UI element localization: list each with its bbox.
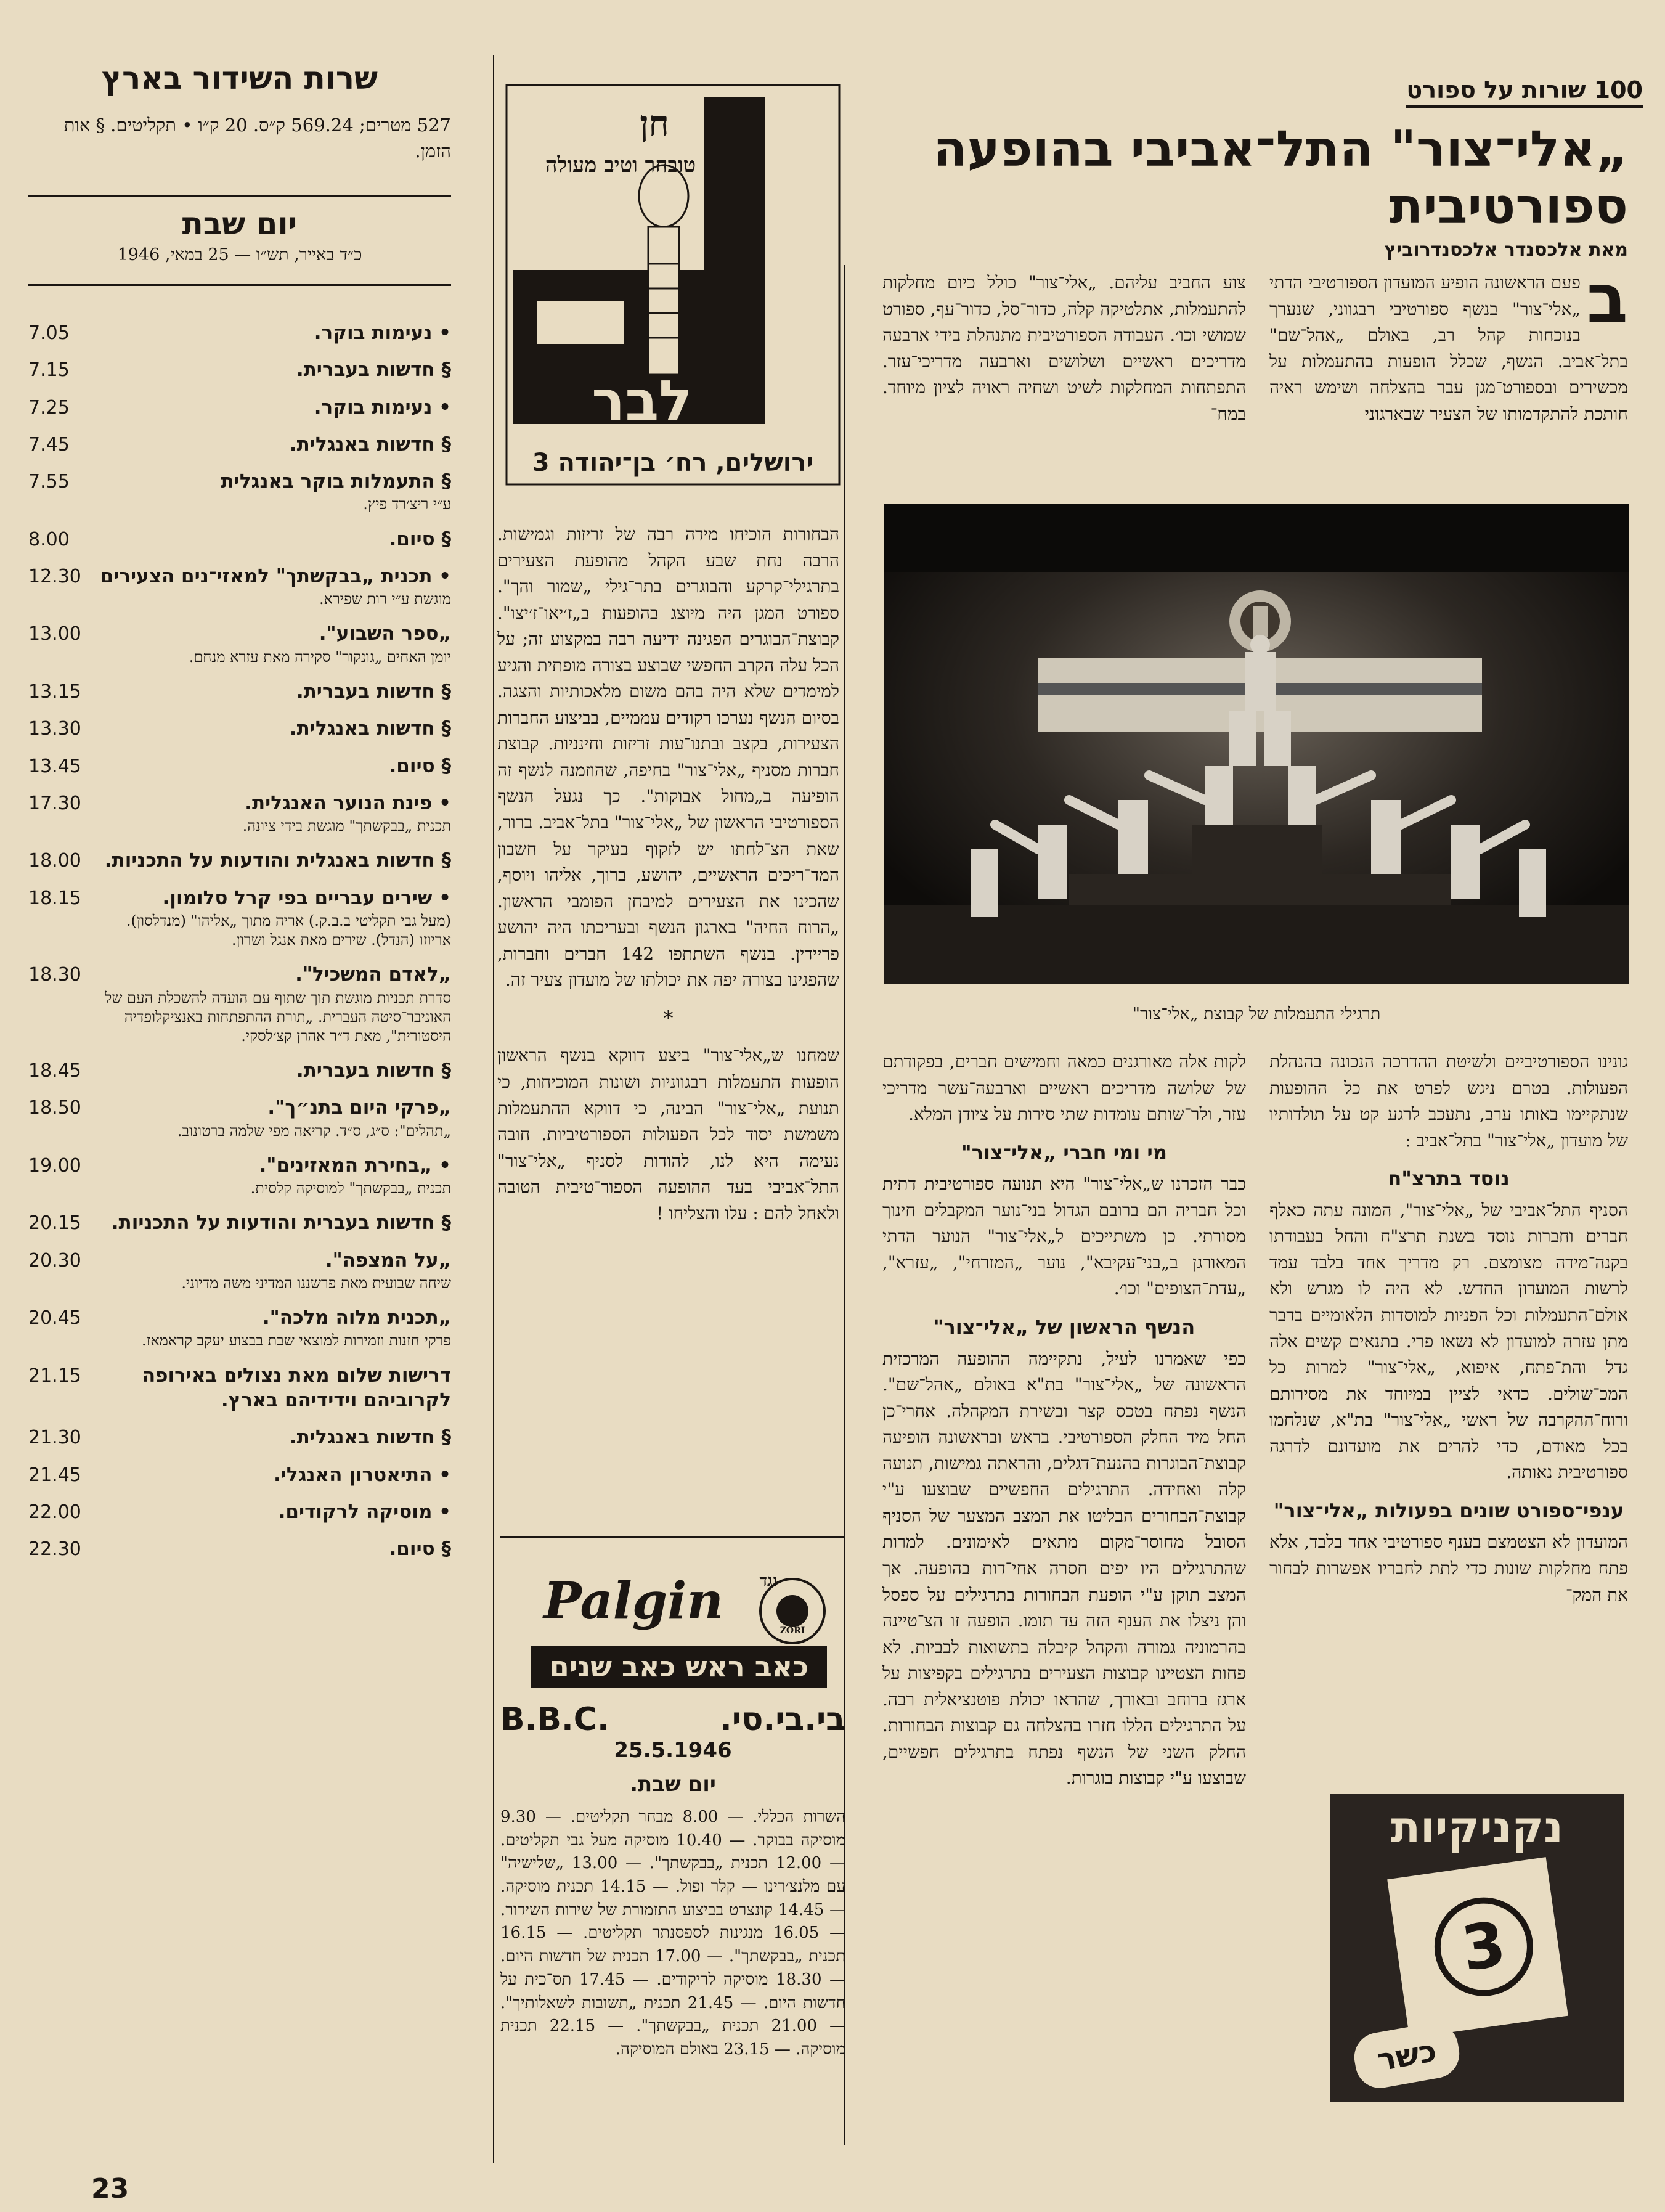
package-number: 3: [1428, 1891, 1540, 2002]
schedule-item-title: § חדשות בעברית.: [296, 1059, 451, 1082]
schedule-item-body: [97, 679, 451, 704]
schedule-item: [28, 1500, 451, 1524]
article-text-a: פעם הראשונה הופיע המועדון הספורטיבי הדתי „אלי־צור" בנשף ספורטיבי רבגווני, שנערך בנוכחות קהל רב, באולם „אהל־שם" בתל־אביב. הנשף, שכלל הופעות בהתעמלות על מכשירים ובספורט־מגן עבר בהצלחה ושימש ראיה חותכת להתקדמותו של הצעיר שבארגוני: [1269, 272, 1628, 424]
article-text-d: לקות אלה מאורגנים כמאה וחמישים חברים, בפקודתם של שלושה מדריכים ראשיים וארבעה־עשר מדריכי עזר, ולר־שותם עומדות שתי סירות על ציודן המלא.: [882, 1051, 1246, 1125]
schedule-item-title: • תכנית „בבקשתך" למאזי־נים הצעירים: [100, 565, 451, 587]
column-rule: [493, 55, 494, 2163]
palgin-brand: Palgin: [543, 1572, 723, 1631]
schedule-item-time: 7.25: [28, 396, 70, 418]
schedule-item-body: [97, 791, 451, 836]
schedule-item-time: 20.15: [28, 1212, 81, 1235]
article-text-e: הבחורות הוכיחו מידה רבה של זריזות וגמישות. הרבה נחת שבע הקהל מהופעת הצעירים בתרגילי־קרקע והבוגרים בתר־גילי „שמור והך". ספורט המגן היה מיוצג בהופעות ב„ז׳יאו־ז׳יצו". קבוצת־הבוגרים הפגינה ידיעה רבה במקצוע זה; על הכל עלה הקרב החפשי שבוצע בצורה מופתית והגיע למימדים שלא היה בהם משום מלאכותיות והצגה. בסיום הנשף נערכו רקודים עממיים, בביצוע החברות הצעירות, בקצב ובתנו־עות זריזות וחינניות. קבוצת חברות מסניף „אלי־צור" בחיפה, שהוזמנה לנשף זה הופיעה ב„מחול אבוקות". כך נגעל הנשף הספורטיבי הראשון של „אלי־צור" בתל־אביב. ברור, שאת הצ־לחתו יש לזקוף בעיקר על חשבון המד־ריכים הראשיים, יהושע, ברוך, אליהו ויוסף, שהכינו את הצעירים למיבחן הפומבי הראשון. „הרוח החיה" בארגון הנשף ובעריכתו היה יהושע פריידין. בנשף השתתפו 142 חברים וחברות, שהפגינו בצורה יפה את יכולתו של מועדון צעיר זה.: [497, 524, 840, 990]
article-column-d: [882, 1049, 1246, 1792]
lever-brand: לבר: [592, 369, 693, 433]
schedule-item-time: 13.45: [28, 755, 81, 777]
day-date: כ״ד באייר, תש״ו — 25 במאי, 1946: [117, 245, 362, 264]
schedule-item: [28, 621, 451, 666]
section-separator: *: [663, 1006, 674, 1030]
schedule-item-title: „תכנית מלוה מלכה".: [262, 1307, 451, 1329]
schedule-item-body: [97, 432, 451, 457]
schedule-item-title: „ספר השבוע".: [319, 622, 451, 645]
schedule-item-title: „על המצפה".: [325, 1249, 451, 1271]
schedule-item-body: [97, 469, 451, 514]
schedule-item: [28, 469, 451, 514]
radio-rule: [28, 284, 451, 286]
schedule-item-title: § סיום.: [389, 754, 451, 777]
schedule-item-description: פרקי חזנות וזמירות למוצאי שבת בבצוע יעקב קראמאז.: [141, 1332, 451, 1350]
schedule-item-body: [97, 1095, 451, 1140]
drop-cap: ב: [1586, 259, 1628, 338]
schedule-item: [28, 1210, 451, 1235]
schedule-item-body: [97, 848, 451, 873]
bbc-schedule-text: השרות הכללי. — 8.00 מבחר תקליטים. — 9.30 מוסיקה בבוקר. — 10.40 מוסיקה מעל גבי תקליטים. — 12.00 תכנית „בבקשתך". — 13.00 „שלישיה" עם מלנצ׳רינו — קלר ופול. — 14.15 תכנית מוסיקה. — 14.45 קונצרט בביצוע התזמורת של שירות השידור. — 16.05 מנגינות לספסנתר תקליטים. — 16.15 תכנית „בבקשתך". — 17.00 תכנית של חדשות היום. — 18.30 מוסיקה לריקודים. — 17.45 תס־כית על חדשות היום. — 21.45 תכנית „תשובות לשאלותיך". — 21.00 תכנית „בבקשתך". — 22.15 תכנית מוסיקה. — 23.15 באולם המוסיקה.: [500, 1808, 846, 2059]
article-text-e2: שמחנו ש„אלי־צור" ביצע דווקא בנשף הראשון הופעות התעמלות רבגווניות ושונות המוכיחות, כי תנועת „אלי־צור" הבינה, כי דווקא ההתעמלות משמשת יסוד לכל הפעולות הספורטיביות. חובה נעימה היא לנו, להודות לסניף „אלי־צור" התל־אביבי בעד ההופעה הספור־טיבית הטובה ולאחל להם : עלו והצליחו !: [497, 1045, 839, 1223]
schedule-item-time: 7.45: [28, 433, 70, 455]
schedule-item: [28, 564, 451, 609]
schedule-item-time: 7.05: [28, 322, 70, 344]
schedule-item: [28, 1463, 451, 1487]
schedule-item: [28, 791, 451, 836]
article-text-b: צוע החביב עליהם. „אלי־צור" כולל כיום מחלקות להתעמלות, אתלטיקה קלה, כדור־סל, כדור־עף, ספורט שמושי וכו׳. העבודה הספורטיבית מתנהלת בידי ארבעה מדריכים ראשיים ושלושים וארבעה מדריכי־עזר. התפתחות המחלקות לשיט ושחיה ראויה לציון מיוחד. במח־: [882, 272, 1246, 424]
article-column-b: [882, 270, 1246, 427]
article-column-c: [1269, 1049, 1628, 1608]
schedule-item: [28, 432, 451, 457]
schedule-item-body: [97, 716, 451, 741]
schedule-item-title: § חדשות בעברית.: [296, 359, 451, 382]
article-column-a: [1269, 259, 1628, 427]
schedule-item: [28, 1537, 451, 1561]
schedule-item-body: [97, 621, 451, 666]
sausages-advertisement: [1330, 1794, 1624, 2102]
schedule-item-time: 21.15: [28, 1365, 81, 1387]
section-rule: [500, 1536, 845, 1538]
product-package-icon: [1387, 1857, 1568, 2038]
bbc-title-he: בי.בי.סי.: [720, 1701, 845, 1738]
schedule-item-body: [97, 564, 451, 609]
article-text-c2: הסניף התל־אביבי של „אלי־צור", המונה עתה כאלף חברים וחברות נוסד בשנת תרצ"ח והחל בעבודתו בקנה־מידה מצומצם. רק מדריך אחד בלבד עמד לרשות המועדון החדש. לא היה לו מגרש ולא אולם־התעמלות וכל הפניות למוסדות הלאומיים בדבר מתן עזרה למועדון לא נשאו פרי. בתנאים קשים אלה גדל והת־פתח, איפוא, „אלי־צור" למרות כל המכ־שולים. כדאי לציין במיוחד את מסירותם ורוח־ההקרבה של ראשי „אלי־צור" בת"א, שנלחמו בכל מאודם, כדי להרים את מועדונם לדרגה ספורטיבית נאותה.: [1269, 1199, 1628, 1483]
schedule-item-time: 17.30: [28, 792, 81, 814]
zori-logo-text: ZORI: [780, 1626, 805, 1636]
schedule-item-body: [97, 527, 451, 552]
schedule-item-title: „לאדם המשכיל".: [295, 963, 451, 986]
radio-rule: [28, 195, 451, 197]
article-byline: מאת אלכסנדר אלכסנדרוביץ: [1384, 239, 1628, 261]
subheading-first-party: הנשף הראשון של „אלי־צור": [933, 1315, 1195, 1339]
schedule-item-title: § סיום.: [389, 1538, 451, 1561]
schedule-item-time: 20.30: [28, 1249, 81, 1271]
schedule-item-title: § חדשות בעברית.: [296, 680, 451, 703]
schedule-item-time: 13.15: [28, 680, 81, 703]
schedule-item: [28, 886, 451, 950]
lever-tagline: טובחר וטיב מעולה: [545, 153, 696, 178]
schedule-item-body: [97, 395, 451, 420]
schedule-item-description: מוגשת ע״י רות שפירא.: [319, 590, 451, 608]
schedule-item-time: 7.15: [28, 359, 70, 382]
schedule-item: [28, 679, 451, 704]
schedule-item: [28, 1095, 451, 1140]
schedule-item-time: 18.45: [28, 1060, 81, 1082]
schedule-item: [28, 1305, 451, 1350]
radio-frequency: 527 מטרים; 569.24 ק״ס. 20 ק״ו • תקליטים. § אות הזמן.: [63, 115, 451, 162]
schedule-item-title: • נעימות בוקר.: [314, 396, 451, 418]
schedule-item-title: • פינת הנוער האנגלית.: [245, 791, 451, 814]
schedule-item-body: [97, 754, 451, 778]
schedule-item-title: • „בחירת המאזינים".: [259, 1154, 451, 1177]
schedule-item-time: 18.00: [28, 850, 81, 872]
lever-address: ירושלים, רח׳ בן־יהודה 3: [532, 449, 814, 477]
schedule-item-title: § חדשות באנגלית.: [289, 1426, 451, 1449]
schedule-item-description: „תהלים": ס״ג, ס״ד. קריאה מפי שלמה ברטונוב.: [177, 1122, 451, 1140]
schedule-item-time: 22.00: [28, 1501, 81, 1523]
bbc-day: יום שבת.: [630, 1772, 716, 1797]
schedule-item-time: 18.15: [28, 887, 81, 909]
schedule-item-time: 20.45: [28, 1307, 81, 1329]
schedule-item-time: 13.30: [28, 718, 81, 740]
schedule-item: [28, 1425, 451, 1450]
schedule-item-time: 12.30: [28, 565, 81, 587]
schedule-item-time: 21.45: [28, 1464, 81, 1486]
schedule-item-body: [97, 320, 451, 345]
page-number: 23: [91, 2173, 129, 2205]
schedule-item-description: יומן האחים „גונקור" סקירה מאת עזרא מנחם.: [189, 648, 451, 666]
radio-title: שרות השידור בארץ: [102, 60, 378, 96]
schedule-item-body: [97, 357, 451, 382]
schedule-item-time: 19.00: [28, 1154, 81, 1177]
palgin-advertisement: [500, 1565, 845, 1701]
photo-caption: תרגילי התעמלות של קבוצת „אלי־צור": [1132, 1005, 1381, 1024]
schedule-item: [28, 320, 451, 345]
article-text-c3: המועדון לא הצטמצם בענף ספורטיבי אחד בלבד, אלא פתח מחלקות שונות כדי לתת לחבריו אפשרות לבחור את המק־: [1269, 1532, 1628, 1605]
schedule-item-body: [97, 1305, 451, 1350]
bbc-heading: [500, 1701, 845, 1738]
sausages-title: נקניקיות: [1391, 1802, 1563, 1853]
schedule-item-body: [97, 1248, 451, 1293]
schedule-item-title: • נעימות בוקר.: [314, 322, 451, 344]
schedule-item-description: סדרת תכניות מוגשת תוך שתוף עם הועדה להשכלת העם של האוניבר־סיטה העברית. „תורת ההתפתחות באנציקלופדיה היסטורית", מאת ד״ר אהרן קצ׳לסקי.: [105, 989, 451, 1045]
schedule-item: [28, 848, 451, 873]
schedule-item-body: [97, 1500, 451, 1524]
schedule-item-title: § חדשות בעברית והודעות על התכניות.: [111, 1212, 451, 1235]
schedule-item-time: 13.00: [28, 623, 81, 645]
schedule-item-time: 18.30: [28, 964, 81, 986]
schedule-item-time: 22.30: [28, 1538, 81, 1561]
gymnastics-photo: [884, 504, 1629, 984]
schedule-item-title: § חדשות באנגלית.: [289, 717, 451, 740]
schedule-item-title: • התיאטרון האנגלי.: [274, 1463, 451, 1486]
schedule-item: [28, 1153, 451, 1198]
schedule-item-body: [97, 1363, 451, 1413]
schedule-item-title: § חדשות באנגלית.: [289, 433, 451, 455]
schedule-item-title: • מוסיקה לרקודים.: [278, 1500, 451, 1523]
schedule-item-time: 8.00: [28, 528, 70, 550]
article-text-d2: כבר הזכרנו ש„אלי־צור" היא תנועה ספורטיבית דתית וכל חבריה הם ברובם הגדול בני־נוער המקבלים חינוך מסורתי. כן משתייכים ל„אלי־צור" הנוער הדתי המאורגן ב„בני־עקיבא", נוער „המזרחי", „עזרא", „עדת־הצופים" וכו׳.: [882, 1173, 1246, 1299]
kosher-label: כשר: [1350, 2019, 1463, 2092]
schedule-item-title: § התעמלות בוקר באנגלית: [221, 470, 451, 493]
schedule-item-description: (מעל גבי תקליטי ב.ב.ק.) אריה מתוך „אליהו" (מנדלסון). אריוזו (הנדל). שירים מאת אנגל ושרון.: [126, 912, 451, 949]
article-kicker: 100 שורות על ספורט: [1406, 76, 1643, 108]
subheading-members: מי ומי חברי „אלי־צור": [961, 1140, 1167, 1164]
schedule-item-body: [97, 886, 451, 950]
palgin-brand-he: נגד: [759, 1572, 778, 1590]
schedule-item-title: § חדשות באנגלית והודעות על התכניות.: [104, 849, 451, 872]
schedule-item-body: [97, 1153, 451, 1198]
bbc-date: 25.5.1946: [614, 1738, 732, 1763]
schedule-item-time: 21.30: [28, 1427, 81, 1449]
schedule-item: [28, 962, 451, 1046]
schedule-item: [28, 1363, 451, 1413]
schedule-item-body: [97, 1210, 451, 1235]
schedule-item-title: § סיום.: [389, 528, 451, 550]
schedule-item-body: [97, 1058, 451, 1083]
palgin-slogan: כאב ראש כאב שנים: [531, 1646, 827, 1688]
article-text-c: גונינו הספורטיביים ולשיטת ההדרכה הנכונה בהנהלת הפעולות. בטרם ניגש לפרט את כל ההופעות שנתקיימו באותו ערב, נתעכב לרגע קט על תולדותיו של מועדון „אלי־צור" בתל־אביב :: [1269, 1051, 1628, 1151]
subheading-founded: נוסד בתרצ"ח: [1388, 1167, 1510, 1191]
schedule-item-body: [97, 962, 451, 1046]
schedule-item-title: • שירים עבריים בפי קרל סלומון.: [162, 886, 451, 909]
schedule-item-description: תכנית „בבקשתך" למוסיקה קלסית.: [250, 1180, 451, 1198]
schedule-item-time: 7.55: [28, 471, 70, 493]
schedule-item: [28, 754, 451, 778]
schedule-item-title: „פרקי היום בתנ״ך".: [267, 1096, 451, 1119]
lever-advertisement: [500, 79, 845, 491]
schedule-item-body: [97, 1425, 451, 1450]
zori-logo-icon: [759, 1578, 826, 1644]
schedule-item: [28, 357, 451, 382]
schedule-item: [28, 716, 451, 741]
schedule-item-title: דרישות שלום מאת נצולים באירופה לקרוביהם וידידיהם בארץ.: [142, 1364, 451, 1411]
schedule-item-description: שיחה שבועית מאת פרשננו המדיני משה מדיוני.: [181, 1275, 451, 1292]
article-headline: „אלי־צור" התל־אביבי בהופעה ספורטיבית: [933, 120, 1628, 235]
schedule-item: [28, 1248, 451, 1293]
schedule-item: [28, 395, 451, 420]
article-text-d3: כפי שאמרנו לעיל, נתקיימה ההופעה המרכזית הראשונה של „אלי־צור" בת"א באולם „אהל־שם". הנשף נפתח בטכס קצר ובשירת המקהלה. אחרי־כן החל מיד החלק הספורטיבי. בראש ובראשונה הופיעה קבוצת־הבוגרות בהנעת־דגלים, והראתה גמישות, תנועה קלה ואחידה. התרגילים החפשיים שבוצעו ע"י קבוצת־הבחורים הבליטו את המצב המצער של הסניף הסובל מחוסר־מקום מתאים לאימונים. למרות שהתרגילים היו יפים חסרה אחי־דות בהופעה. אך המצב תוקן ע"י הופעת הבחורות בתרגילים על ספסל והן ניצלו את הענף הזה עד תומו. הופעה זו הצ־טיינה בהרמוניה גמורה והקהל קיבלה בתשואות לבביות. לא פחות הצטיינו קבוצות הצעירים בתרגילים בקפיצות על ארגז ברוחב ובאורך, שהראו יכולת פוטנציאלית רבה. על התרגילים הללו חזרו בהצלחה גם קבוצות הבחורות. החלק השני של הנשף נפתח בתרגילים חפשיים, שבוצעו ע"י קבוצות בוגרות.: [882, 1348, 1246, 1789]
bbc-title-en: B.B.C.: [500, 1701, 609, 1738]
schedule-item-description: ע״י ריצ׳רד פיץ.: [363, 496, 451, 513]
schedule-item: [28, 527, 451, 552]
schedule-item-description: תכנית „בבקשתך" מוגשת בידי ציונה.: [242, 817, 451, 835]
schedule-item: [28, 1058, 451, 1083]
article-column-e: [497, 521, 839, 1226]
radio-schedule-list: [28, 320, 451, 1573]
schedule-item-body: [97, 1463, 451, 1487]
schedule-item-time: 18.50: [28, 1097, 81, 1119]
schedule-item-body: [97, 1537, 451, 1561]
lever-badge: חן: [640, 104, 669, 144]
subheading-sports-branches: ענפי־ספורט שונים בפעולות „אלי־צור": [1273, 1498, 1624, 1522]
day-title: יום שבת: [182, 206, 298, 242]
